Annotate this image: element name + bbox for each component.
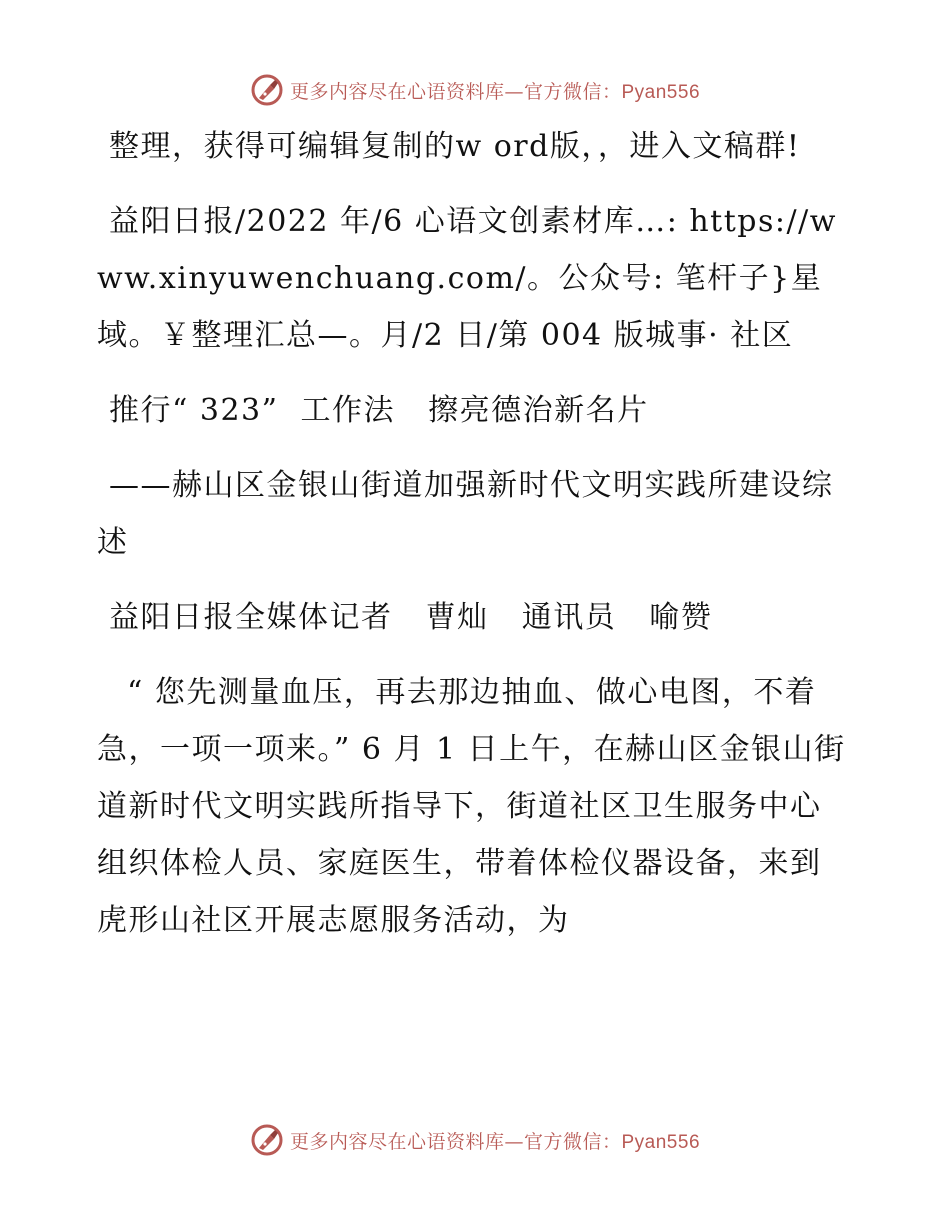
body-paragraph: “ 您先测量血压，再去那边抽血、做心电图，不着急，一项一项来。” 6 月 1 日上午，在赫山区金银山街道新时代文明实践所指导下，街道社区卫生服务中心组织体检人员、家庭医生，带着体检仪器设备，来到虎形山社区开展志愿服务活动，为 (97, 675, 846, 938)
article-subtitle: ——赫山区金银山街道加强新时代文明实践所建设综述 (97, 468, 834, 560)
source-line: 益阳日报/2022 年/6 心语文创素材库…: https://www.xinyuwenchuang.com/。公众号: 笔杆子}星域。￥整理汇总—。月/2 日/第 004 版城事· 社区 (97, 204, 837, 353)
byline: 益阳日报全媒体记者 曹灿 通讯员 喻赞 (109, 600, 713, 635)
footer-watermark (0, 1120, 950, 1160)
pen-nib-logo-icon (250, 1123, 284, 1157)
header-watermark (0, 70, 950, 110)
intro-paragraph: 整理，获得可编辑复制的w ord版，，进入文稿群! (109, 129, 801, 164)
article-title: 推行“ 323” 工作法 擦亮德治新名片 (109, 393, 649, 428)
pen-nib-logo-icon (250, 73, 284, 107)
watermark-text: 更多内容尽在心语资料库—官方微信：Pyan556 (289, 80, 701, 103)
watermark-text: 更多内容尽在心语资料库—官方微信：Pyan556 (289, 1130, 701, 1153)
document-body (97, 118, 852, 967)
